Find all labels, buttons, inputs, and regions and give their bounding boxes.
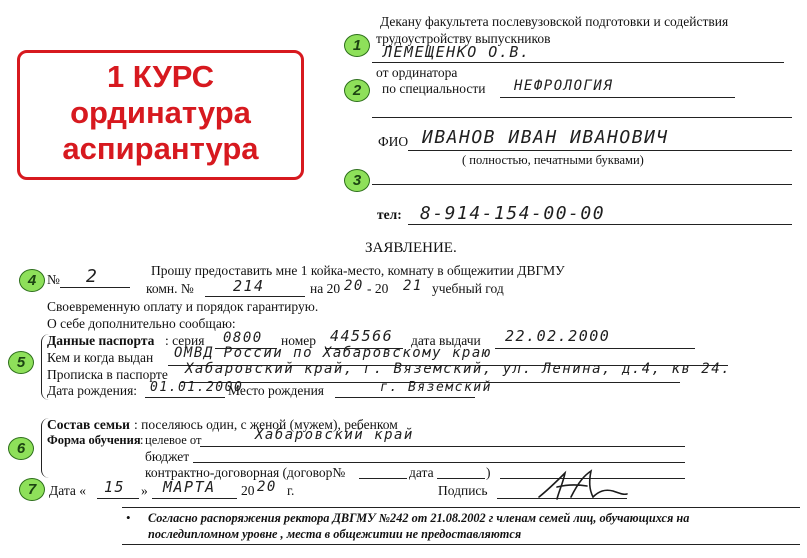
year-prefix: на 20	[310, 281, 341, 296]
registration-label: Прописка в паспорте	[47, 367, 168, 382]
badge-3: 3	[344, 169, 370, 192]
stamp-line-residency: ординатура	[70, 95, 251, 130]
badge-7: 7	[19, 478, 45, 501]
year-suffix: учебный год	[432, 281, 504, 296]
date-quote-close: »	[141, 483, 148, 498]
badge-5: 5	[8, 351, 34, 374]
year-start: 20	[344, 278, 364, 294]
from-label: от ординатора	[376, 65, 458, 80]
guarantee-text: Своевременную оплату и порядок гарантирую.	[47, 299, 319, 314]
contract-date-label: дата	[409, 465, 434, 480]
date-year-prefix: 20	[241, 483, 255, 498]
room-value: 214	[233, 277, 265, 295]
issued-by-label: Кем и когда выдан	[47, 350, 154, 365]
request-text: Прошу предоставить мне 1 койка-место, комнату в общежитии ДВГМУ	[151, 263, 565, 278]
birth-date-value: 01.01.2000	[150, 380, 244, 395]
no-value: 2	[86, 266, 99, 287]
no-label: №	[47, 272, 60, 287]
signature-label: Подпись	[438, 483, 488, 498]
birth-date-label: Дата рождения:	[47, 383, 138, 398]
contract-close: )	[486, 465, 491, 480]
badge-2: 2	[344, 79, 370, 102]
note-bullet: •	[126, 510, 131, 525]
number-value: 445566	[330, 327, 394, 345]
note-line-2: последипломном уровне , места в общежитии не предоставляются	[148, 527, 522, 541]
note-line-1: Согласно распоряжения ректора ДВГМУ №242 от 21.08.2002 г членам семей лиц, обучающихся на	[148, 511, 690, 525]
issue-date-value: 22.02.2000	[505, 327, 611, 345]
course-stamp	[17, 50, 304, 180]
spec-label: по специальности	[382, 81, 486, 96]
room-label: комн. №	[146, 281, 194, 296]
targeted-label: целевое от	[145, 433, 202, 447]
dean-line-2: трудоустройству выпускников	[376, 31, 551, 46]
dean-name: ЛЕМЕЩЕНКО О.В.	[383, 43, 531, 61]
number-label: номер	[281, 333, 317, 348]
badge-1: 1	[344, 34, 370, 57]
tel-value: 8-914-154-00-00	[420, 203, 606, 224]
stamp-line-course: 1 КУРС	[106, 59, 215, 94]
year-mid: - 20	[367, 281, 389, 296]
stamp-line-postgraduate: аспирантура	[62, 131, 259, 166]
date-month: МАРТА	[163, 478, 216, 496]
series-label: : серия	[165, 333, 205, 348]
date-year-suffix: г.	[287, 483, 295, 498]
budget-label: бюджет	[145, 449, 190, 464]
issue-date-label: дата выдачи	[411, 333, 481, 348]
handwritten-signature	[535, 467, 630, 503]
fio-value: ИВАНОВ ИВАН ИВАНОВИЧ	[422, 127, 669, 148]
study-form-colon: :	[140, 433, 144, 447]
registration-value: Хабаровский край, г. Вяземский, ул. Ленина, д.4, кв 24.	[185, 361, 732, 377]
issued-by-value: ОМВД России по Хабаровскому краю	[174, 345, 492, 361]
date-label: Дата «	[49, 483, 87, 498]
fio-hint: ( полностью, печатными буквами)	[462, 153, 644, 167]
additional-info-label: О себе дополнительно сообщаю:	[47, 316, 236, 331]
year-end: 21	[403, 278, 423, 294]
birth-place-label: Место рождения	[228, 383, 325, 398]
fio-label: ФИО	[378, 134, 409, 149]
family-text: : поселяюсь один, с женой (мужем), ребенком	[134, 417, 398, 432]
badge-4: 4	[19, 269, 45, 292]
study-form-label: Форма обучения	[47, 433, 141, 447]
family-label: Состав семьи	[47, 417, 130, 432]
date-day: 15	[104, 478, 126, 496]
date-year: 20	[257, 479, 277, 495]
passport-label: Данные паспорта	[47, 333, 155, 348]
birth-place-value: г. Вяземский	[380, 380, 492, 395]
contract-label: контрактно-договорная (договор№	[145, 465, 346, 480]
badge-6: 6	[8, 437, 34, 460]
series-value: 0800	[223, 330, 263, 346]
dean-line-1: Декану факультета послевузовской подготовки и содействия	[380, 14, 729, 29]
application-title: ЗАЯВЛЕНИЕ.	[365, 240, 457, 256]
targeted-value: Хабаровский край	[255, 427, 414, 443]
tel-label: тел:	[377, 207, 402, 222]
spec-value: НЕФРОЛОГИЯ	[514, 78, 614, 94]
